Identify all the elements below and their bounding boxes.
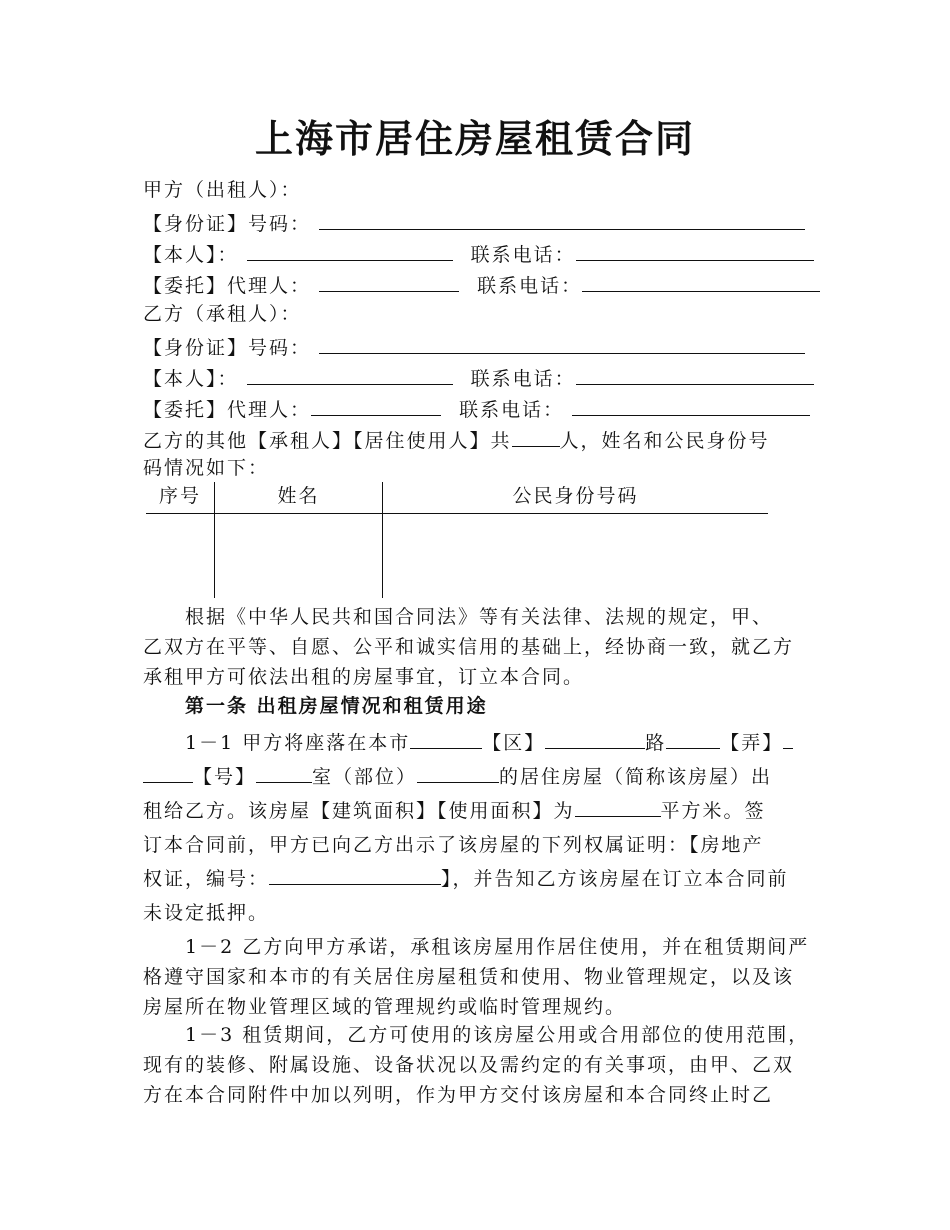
party-a-self-row <box>143 240 814 267</box>
clause-line: 1－3 租赁期间，乙方可使用的该房屋公用或合用部位的使用范围， <box>185 1024 810 1046</box>
party-a-heading: 甲方（出租人）： <box>143 179 302 201</box>
party-a-id-row <box>143 209 805 236</box>
table-header-divider <box>146 513 768 514</box>
party-a-agent-label: 【委托】代理人： <box>143 275 312 297</box>
party-b-agent-row <box>143 395 810 422</box>
certificate-number-field[interactable] <box>269 864 441 885</box>
clause-1-1 <box>143 726 823 930</box>
others-count-field[interactable] <box>512 426 560 447</box>
clause-text: 【弄】 <box>720 732 784 754</box>
occupant-table <box>146 482 768 598</box>
lane-field-cont[interactable] <box>143 762 193 783</box>
table-column-divider <box>382 482 383 598</box>
clause-text: 的居住房屋（简称该房屋）出 <box>499 766 773 788</box>
party-b-agent-phone-label: 联系电话： <box>459 399 565 421</box>
party-a-agent-phone-field[interactable] <box>582 271 820 292</box>
party-a-agent-field[interactable] <box>319 271 459 292</box>
party-a-agent-phone-label: 联系电话： <box>477 275 583 297</box>
clause-text: 室（部位） <box>312 766 418 788</box>
clause-1-2 <box>143 932 823 1022</box>
others-text-a: 乙方的其他【承租人】【居住使用人】共 <box>143 430 512 452</box>
area-field[interactable] <box>575 796 661 817</box>
clause-line: 房屋所在物业管理区域的管理规约或临时管理规约。 <box>143 996 627 1018</box>
clause-1-3 <box>143 1020 823 1110</box>
clause-line <box>143 794 823 828</box>
clause-text: 平方米。签 <box>660 800 766 822</box>
clause-line: 未设定抵押。 <box>143 902 270 924</box>
clause-line: 订本合同前，甲方已向乙方出示了该房屋的下列权属证明：【房地产 <box>143 834 764 856</box>
intro-line: 承租甲方可依法出租的房屋事宜，订立本合同。 <box>143 666 585 688</box>
lane-field[interactable] <box>783 728 793 749</box>
table-header-id-number: 公民身份号码 <box>512 485 639 507</box>
party-b-agent-field[interactable] <box>311 395 441 416</box>
party-a-id-label: 【身份证】号码： <box>143 213 312 235</box>
party-b-agent-phone-field[interactable] <box>572 395 810 416</box>
clause-text: 租给乙方。该房屋【建筑面积】【使用面积】为 <box>143 800 575 822</box>
table-column-divider <box>214 482 215 598</box>
party-a-agent-row <box>143 271 820 298</box>
clause-text: 1－1 甲方将座落在本市 <box>185 732 411 754</box>
party-b-heading: 乙方（承租人）： <box>143 303 302 325</box>
others-line-2: 码情况如下： <box>143 457 270 479</box>
party-b-phone-label: 联系电话： <box>470 368 576 390</box>
party-a-id-field[interactable] <box>319 209 805 230</box>
clause-line <box>143 760 823 794</box>
clause-line: 方在本合同附件中加以列明，作为甲方交付该房屋和本合同终止时乙 <box>143 1084 774 1106</box>
page-title: 上海市居住房屋租赁合同 <box>254 116 695 161</box>
clause-text: 】，并告知乙方该房屋在订立本合同前 <box>441 868 789 890</box>
party-b-self-row <box>143 364 814 391</box>
table-header-index: 序号 <box>158 485 201 507</box>
clause-line <box>143 726 823 760</box>
party-b-id-field[interactable] <box>319 333 805 354</box>
clause-line: 1－2 乙方向甲方承诺，承租该房屋用作居住使用，并在租赁期间严 <box>185 936 810 958</box>
party-a-self-field[interactable] <box>247 240 453 261</box>
party-b-phone-field[interactable] <box>576 364 814 385</box>
intro-line: 根据《中华人民共和国合同法》等有关法律、法规的规定，甲、 <box>185 606 774 628</box>
party-a-phone-field[interactable] <box>576 240 814 261</box>
article-1-heading: 第一条 出租房屋情况和租赁用途 <box>185 695 488 717</box>
room-field[interactable] <box>417 762 499 783</box>
others-text-b: 人，姓名和公民身份号 <box>559 430 770 452</box>
party-b-agent-label: 【委托】代理人： <box>143 399 312 421</box>
intro-line: 乙双方在平等、自愿、公平和诚实信用的基础上，经协商一致，就乙方 <box>143 636 795 658</box>
city-field[interactable] <box>410 728 482 749</box>
clause-text: 路 <box>645 732 667 754</box>
clause-text: 【号】 <box>193 766 257 788</box>
number-field[interactable] <box>256 762 312 783</box>
others-line-1 <box>143 426 770 453</box>
clause-text: 权证，编号： <box>143 868 270 890</box>
party-b-id-label: 【身份证】号码： <box>143 337 312 359</box>
party-b-self-label: 【本人】： <box>143 368 239 390</box>
clause-line: 现有的装修、附属设施、设备状况以及需约定的有关事项，由甲、乙双 <box>143 1054 795 1076</box>
party-a-phone-label: 联系电话： <box>470 244 576 266</box>
road-field[interactable] <box>666 728 720 749</box>
clause-line: 格遵守国家和本市的有关居住房屋租赁和使用、物业管理规定，以及该 <box>143 966 795 988</box>
clause-text: 【区】 <box>482 732 546 754</box>
district-field[interactable] <box>545 728 645 749</box>
intro-paragraph <box>143 602 823 692</box>
clause-line <box>143 862 823 896</box>
party-b-id-row <box>143 333 805 360</box>
party-a-self-label: 【本人】： <box>143 244 239 266</box>
party-b-self-field[interactable] <box>247 364 453 385</box>
table-header-name: 姓名 <box>277 485 320 507</box>
